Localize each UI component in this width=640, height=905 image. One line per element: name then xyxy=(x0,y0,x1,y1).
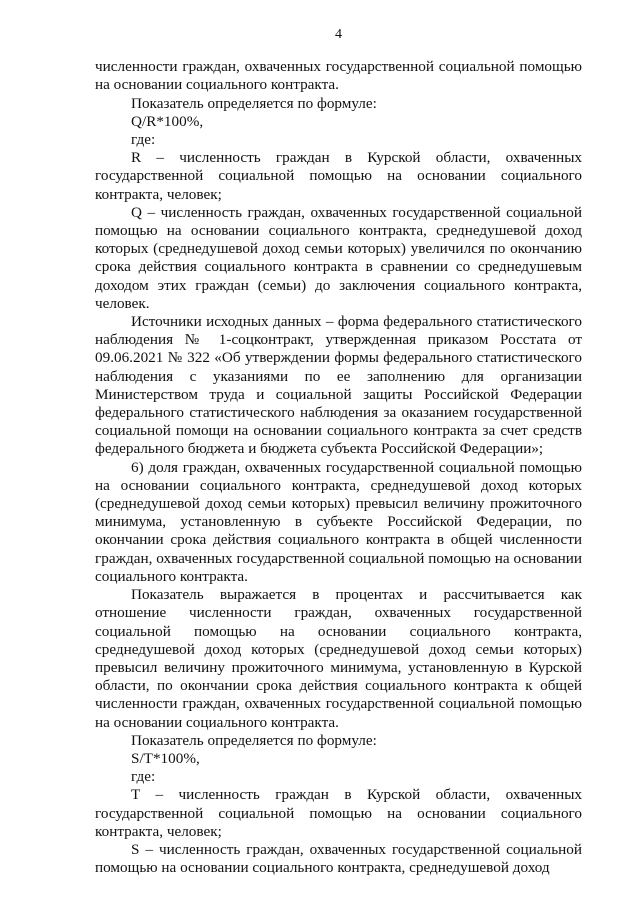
definition-s: S – численность граждан, охваченных государственной социальной помощью на основании социального контракта, среднедушевой доход xyxy=(95,840,582,877)
document-body xyxy=(95,58,582,877)
page-number: 4 xyxy=(335,27,342,42)
definition-q: Q – численность граждан, охваченных государственной социальной помощью на основании социального контракта, среднедушевой доход которых (среднедушевой доход семьи которых) увеличился по окончанию срока действия социального контракта в сравнении со среднедушевым доходом этих граждан (семьи) до заключения социального контракта, человек. xyxy=(95,203,582,312)
paragraph-intro: численности граждан, охваченных государственной социальной помощью на основании социального контракта. xyxy=(95,58,582,94)
paragraph-formula-caption: Показатель определяется по формуле: xyxy=(131,94,377,112)
formula-s-t: S/T*100%, xyxy=(131,749,200,767)
definition-t: T – численность граждан в Курской области, охваченных государственной социальной помощью на основании социального контракта, человек; xyxy=(95,786,582,840)
paragraph-calculation: Показатель выражается в процентах и рассчитывается как отношение численности граждан, охваченных государственной социальной помощью на основании социального контракта, среднедушевой доход которых (среднедушевой доход семьи которых) превысил величину прожиточного минимума, установленную в Курской области, по окончании срока действия социального контракта к общей численности граждан, охваченных государственной социальной помощью на основании социального контракта. xyxy=(95,586,582,731)
paragraph-data-sources: Источники исходных данных – форма федерального статистического наблюдения № 1-соцконтракт, утвержденная приказом Росстата от 09.06.2021 № 322 «Об утверждении формы федерального статистического наблюдения с указаниями по ее заполнению для организации Министерством труда и социальной защиты Российской Федерации федерального статистического наблюдения за оказанием государственной социальной помощи на основании социального контракта за счет средств федерального бюджета и бюджета субъекта Российской Федерации»; xyxy=(95,313,582,458)
definition-r: R – численность граждан в Курской области, охваченных государственной социальной помощью на основании социального контракта, человек; xyxy=(95,149,582,203)
document-page xyxy=(95,26,582,877)
paragraph-where-2: где: xyxy=(131,768,156,786)
paragraph-item-6: 6) доля граждан, охваченных государственной социальной помощью на основании социального контракта, среднедушевой доход которых (среднедушевой доход семьи которых) превысил величину прожиточного минимума, установленную в субъекте Российской Федерации, по окончании срока действия социального контракта в общей численности граждан, охваченных государственной социальной помощью на основании социального контракта. xyxy=(95,458,582,585)
paragraph-formula-caption-2: Показатель определяется по формуле: xyxy=(131,731,377,749)
formula-q-r: Q/R*100%, xyxy=(131,112,204,130)
paragraph-where: где: xyxy=(131,131,156,149)
